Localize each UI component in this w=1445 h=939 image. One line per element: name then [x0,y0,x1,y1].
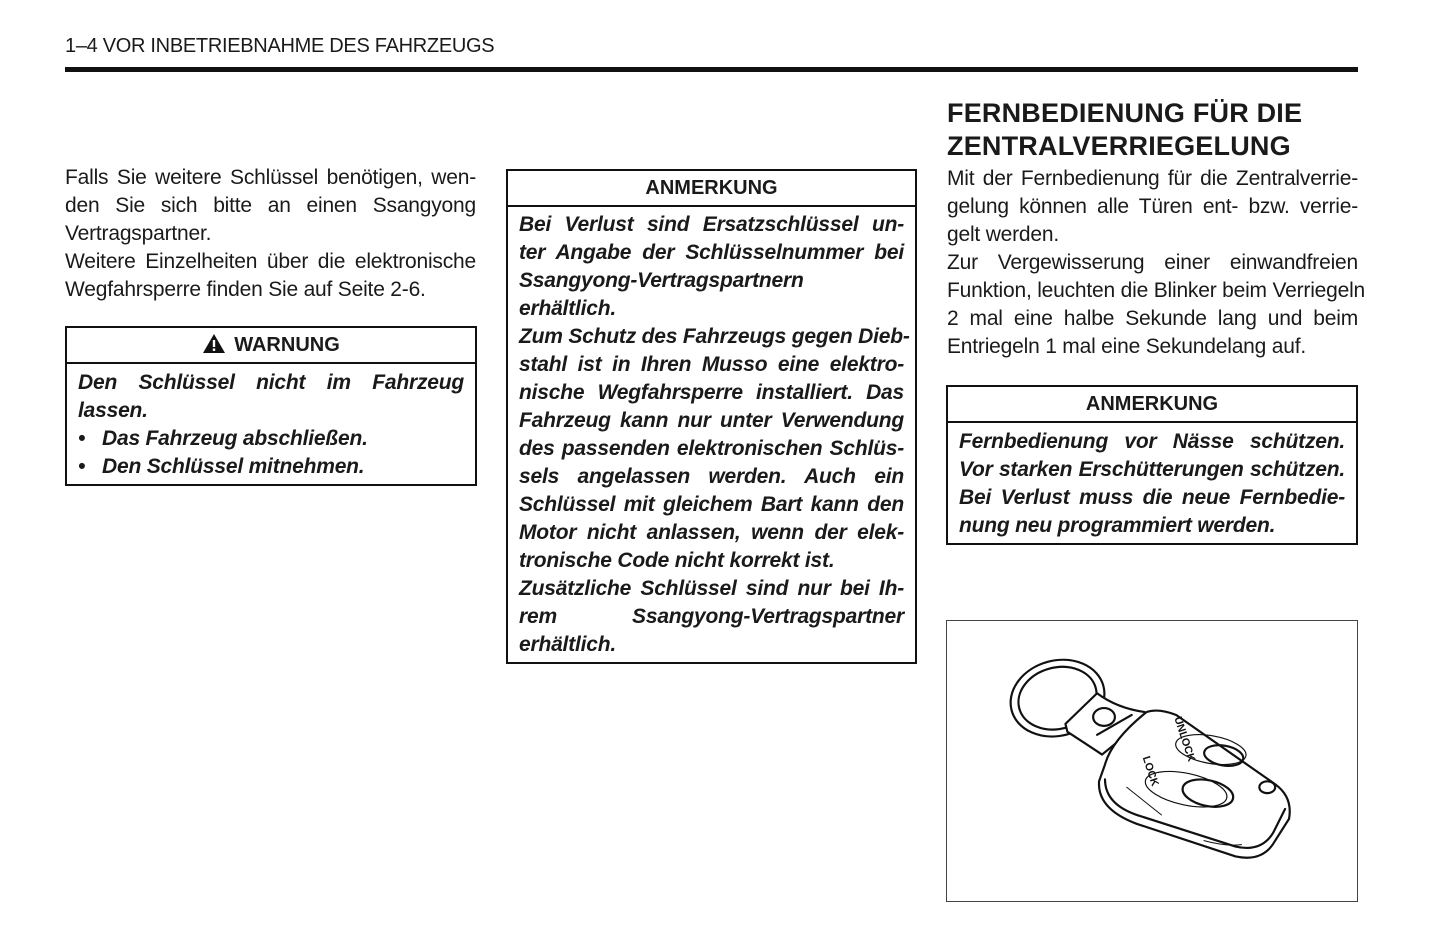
unlock-label: UNLOCK [1171,715,1198,764]
text-line: 2 mal eine halbe Sekunde lang und beim [947,307,1358,330]
text-line: Zusätzliche Schlüssel sind nur bei Ih- [519,577,904,600]
text-line: Mit der Fernbedienung für die Zentralverrie- [947,167,1358,190]
note-title: ANMERKUNG [508,171,915,207]
note-box-middle [506,169,917,664]
lock-label: LOCK [1139,754,1161,788]
page-header: 1–4 VOR INBETRIEBNAHME DES FAHRZEUGS [65,35,495,57]
text-line: erhältlich. [519,297,616,320]
section-heading [947,97,1358,163]
header-rule [65,67,1358,72]
text-line: lassen. [78,399,148,422]
warning-box [65,326,477,486]
warning-text [78,369,464,425]
text-line: Falls Sie weitere Schlüssel benötigen, wen- [65,166,476,189]
text-line: Bei Verlust muss die neue Fernbedie- [959,486,1345,509]
bullet-text: Den Schlüssel mitnehmen. [102,455,365,478]
text-line: Vor starken Erschütterungen schützen. [959,458,1345,481]
text-line: nung neu programmiert werden. [959,514,1276,537]
text-line: Bei Verlust sind Ersatzschlüssel un- [519,213,904,236]
note-title: ANMERKUNG [948,387,1356,423]
text-line: Funktion, leuchten die Blinker beim Verriegeln [947,279,1366,302]
text-line: gelt werden. [947,223,1060,246]
warning-bullet: • Das Fahrzeug abschließen. [78,425,464,453]
warning-triangle-icon [202,331,226,365]
text-line: sels angelassen werden. Auch ein [519,465,904,488]
text-line: rem Ssangyong-Vertragspartner [519,605,904,628]
heading-line: ZENTRALVERRIEGELUNG [947,131,1291,161]
warning-title: WARNUNG [234,334,340,356]
note-body [948,423,1356,540]
note-box-right [946,385,1358,545]
text-line: Fahrzeug kann nur unter Verwendung [519,409,904,432]
key-fob-figure [946,620,1358,902]
text-line: Schlüssel mit gleichem Bart kann den [519,493,904,516]
text-line: Entriegeln 1 mal eine Sekundelang auf. [947,335,1306,358]
right-text [947,165,1366,361]
note-body [508,207,915,659]
text-line: Wegfahrsperre finden Sie auf Seite 2-6. [65,278,426,301]
left-text [65,164,476,304]
text-line: des passenden elektronischen Schlüs- [519,437,904,460]
bullet-text: Das Fahrzeug abschließen. [102,427,368,450]
text-line: Zum Schutz des Fahrzeugs gegen Dieb- [519,325,910,348]
text-line: Weitere Einzelheiten über die elektronische [65,250,476,273]
text-line: nische Wegfahrsperre installiert. Das [519,381,904,404]
text-line: den Sie sich bitte an einen Ssangyong [65,194,476,217]
warning-bullet: • Den Schlüssel mitnehmen. [78,453,464,481]
text-line: ter Angabe der Schlüsselnummer bei [519,241,904,264]
text-line: Motor nicht anlassen, wenn der elek- [519,521,904,544]
text-line: gelung können alle Türen ent- bzw. verrie- [947,195,1358,218]
text-line: tronische Code nicht korrekt ist. [519,549,835,572]
remote-key-fob-icon [947,621,1356,900]
text-line: Fernbedienung vor Nässe schützen. [959,430,1345,453]
text-line: erhältlich. [519,633,616,656]
heading-line: FERNBEDIENUNG FÜR DIE [947,98,1303,128]
text-line: Ssangyong-Vertragspartnern [519,269,804,292]
text-line: Den Schlüssel nicht im Fahrzeug [78,371,464,394]
text-line: Zur Vergewisserung einer einwandfreien [947,251,1358,274]
text-line: stahl ist in Ihren Musso eine elektro- [519,353,904,376]
warning-title-row [67,328,475,364]
text-line: Vertragspartner. [65,222,212,245]
